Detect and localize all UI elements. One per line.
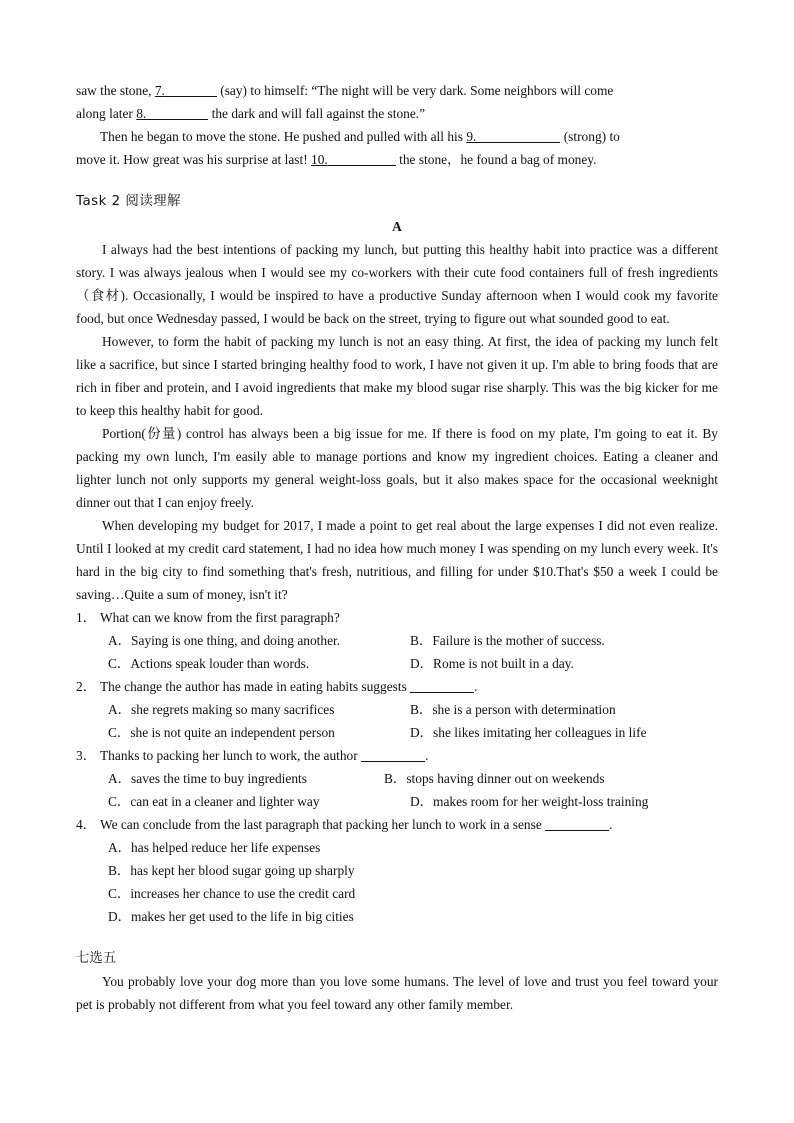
option-d[interactable]: D．Rome is not built in a day. xyxy=(410,656,574,671)
blank-8-label: 8. xyxy=(136,106,147,121)
options-row xyxy=(76,790,718,813)
blank-7-label: 7. xyxy=(154,83,165,98)
option-c[interactable]: C．can eat in a cleaner and lighter way xyxy=(108,794,320,809)
options-row xyxy=(76,836,718,859)
options-row xyxy=(76,721,718,744)
option-b[interactable]: B．stops having dinner out on weekends xyxy=(384,771,605,786)
options-row xyxy=(76,882,718,905)
cloze-text: the dark and will fall against the stone.” xyxy=(208,106,426,121)
option-a[interactable]: A．saves the time to buy ingredients xyxy=(108,771,307,786)
question-stem: The change the author has made in eating habits suggests xyxy=(100,679,411,694)
option-c[interactable]: C．Actions speak louder than words. xyxy=(108,656,310,671)
answer-blank[interactable] xyxy=(410,678,474,693)
question-number: 4． xyxy=(76,817,97,832)
options-row xyxy=(76,859,718,882)
question-number: 3． xyxy=(76,748,97,763)
options-row xyxy=(76,698,718,721)
option-c[interactable]: C．she is not quite an independent person xyxy=(108,725,335,740)
question-3: 3． Thanks to packing her lunch to work, the author . xyxy=(76,744,718,767)
blank-8[interactable] xyxy=(146,105,208,120)
option-b[interactable]: B．she is a person with determination xyxy=(410,702,616,717)
blank-10-label: 10. xyxy=(311,152,328,167)
option-d[interactable]: D．makes room for her weight-loss training xyxy=(410,794,649,809)
passage-paragraph-2: However, to form the habit of packing my lunch is not an easy thing. At first, the idea of packing my lunch felt like a sacrifice, but since I started bringing healthy food to work, I have not given it up. I'm able to bring foods that are rich in fiber and protein, and I avoid ingredients that make my blood sugar rise sharply. This was the big kicker for me to keep this healthy habit for good. xyxy=(76,334,718,418)
section-7-paragraph-1: You probably love your dog more than you love some humans. The level of love and trust you feel toward your pet is probably not different from what you feel toward any other family member. xyxy=(76,974,718,1012)
question-2: 2． The change the author has made in eating habits suggests . xyxy=(76,675,718,698)
question-number: 1． xyxy=(76,610,97,625)
cloze-line-1 xyxy=(76,79,718,102)
option-a[interactable]: A．Saying is one thing, and doing another. xyxy=(108,633,341,648)
option-c[interactable]: C．increases her chance to use the credit card xyxy=(108,886,356,901)
cloze-text: (strong) to xyxy=(560,129,620,144)
passage-paragraph-3: Portion(份量) control has always been a big issue for me. If there is food on my plate, I'm going to eat it. By packing my own lunch, I'm easily able to manage portions and know my ingredient choices. Eating a cleaner and lighter lunch not only supports my general weight-loss goals, but it also makes space for the occasional weeknight dinner out that I can enjoy freely. xyxy=(76,426,718,510)
cloze-text: (say) to himself: “The night will be very dark. Some neighbors will come xyxy=(216,83,614,98)
passage-paragraph-1: I always had the best intentions of packing my lunch, but putting this healthy habit into practice was a different story. I was always jealous when I would see my co-workers with their cute food containers full of fresh ingredients （食材). Occasionally, I would be inspired to have a productive Sunday afternoon when I would cook my favorite food, but once Wednesday passed, I would be back on the street, trying to figure out what sounded good to eat. xyxy=(76,242,718,326)
blank-7[interactable] xyxy=(165,82,217,97)
document-page xyxy=(76,79,718,1016)
passage-label: A xyxy=(392,219,402,234)
option-b[interactable]: B．has kept her blood sugar going up sharply xyxy=(108,863,355,878)
blank-9-label: 9. xyxy=(466,129,477,144)
task-2-title: Task 2 阅读理解 xyxy=(76,194,181,209)
blank-9[interactable] xyxy=(476,128,560,143)
question-number: 2． xyxy=(76,679,97,694)
option-b[interactable]: B．Failure is the mother of success. xyxy=(410,633,605,648)
cloze-text: along later xyxy=(76,106,137,121)
passage-paragraph-4: When developing my budget for 2017, I made a point to get real about the large expenses I did not even realize. Until I looked at my credit card statement, I had no idea how much money I was spending on my lunch every week. It's hard in the big city to find something that's fresh, nutritious, and filling for under $10.That's $50 a week I could be saving…Quite a sum of money, isn't it? xyxy=(76,518,718,602)
question-4: 4． We can conclude from the last paragraph that packing her lunch to work in a sense . xyxy=(76,813,718,836)
options-row xyxy=(76,629,718,652)
option-a[interactable]: A．she regrets making so many sacrifices xyxy=(108,702,335,717)
question-stem: What can we know from the first paragraph? xyxy=(100,610,340,625)
question-stem: Thanks to packing her lunch to work, the author xyxy=(100,748,362,763)
answer-blank[interactable] xyxy=(361,747,425,762)
answer-blank[interactable] xyxy=(545,816,609,831)
option-d[interactable]: D．she likes imitating her colleagues in life xyxy=(410,725,647,740)
cloze-text: the stone，he found a bag of money. xyxy=(395,152,597,167)
options-row xyxy=(76,767,718,790)
section-7-title: 七选五 xyxy=(76,951,117,966)
blank-10[interactable] xyxy=(328,151,396,166)
cloze-line-4 xyxy=(76,148,718,171)
cloze-line-2 xyxy=(76,102,718,125)
cloze-text: saw the stone, xyxy=(76,83,155,98)
options-row xyxy=(76,905,718,928)
option-d[interactable]: D．makes her get used to the life in big cities xyxy=(108,909,354,924)
cloze-line-3 xyxy=(76,125,718,148)
cloze-text: move it. How great was his surprise at last! xyxy=(76,152,312,167)
question-1 xyxy=(76,606,718,629)
options-row xyxy=(76,652,718,675)
option-a[interactable]: A．has helped reduce her life expenses xyxy=(108,840,321,855)
question-stem: We can conclude from the last paragraph that packing her lunch to work in a sense xyxy=(100,817,546,832)
cloze-text: Then he began to move the stone. He pushed and pulled with all his xyxy=(100,129,467,144)
